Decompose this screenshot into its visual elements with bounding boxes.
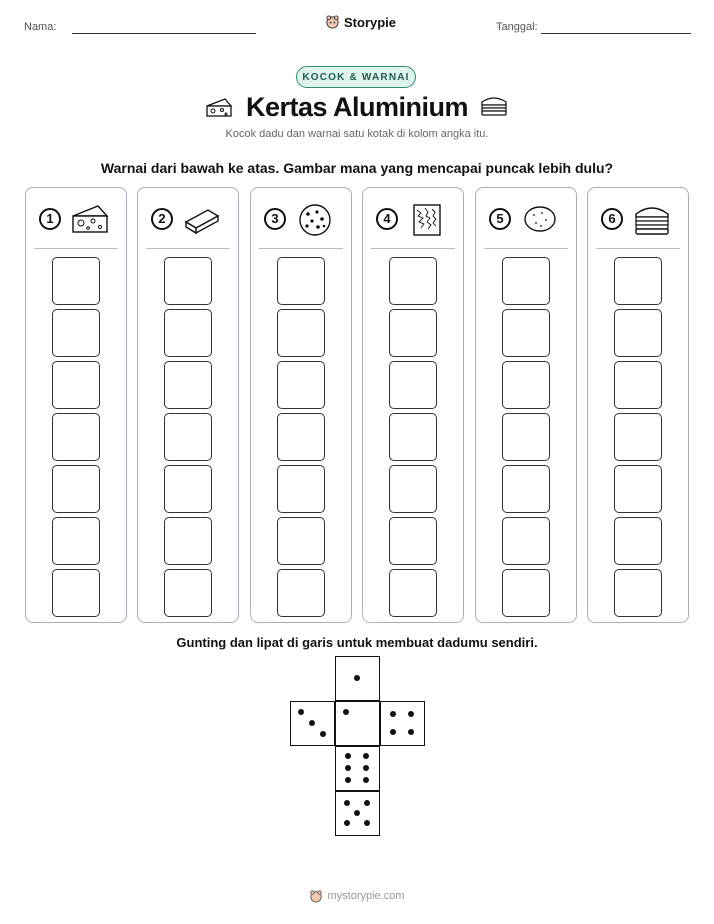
color-box[interactable]: [52, 309, 100, 357]
color-box[interactable]: [389, 413, 437, 461]
pip: [390, 711, 396, 717]
foil-sheet-icon: [407, 202, 447, 243]
brand-name: Storypie: [344, 15, 397, 30]
color-box[interactable]: [52, 569, 100, 617]
cookie-icon: [295, 202, 335, 243]
column-header: [259, 198, 343, 249]
date-label: Tanggal:: [496, 21, 538, 33]
color-box[interactable]: [52, 465, 100, 513]
column-number: 5: [489, 208, 511, 230]
color-column-4: [362, 187, 464, 623]
dice-face-bottom: [335, 791, 380, 836]
color-box[interactable]: [502, 257, 550, 305]
page-title: Kertas Aluminium: [245, 92, 469, 122]
color-box[interactable]: [164, 517, 212, 565]
pip: [408, 711, 414, 717]
color-box[interactable]: [277, 309, 325, 357]
pip: [345, 753, 351, 759]
name-label: Nama:: [24, 21, 57, 33]
pip: [363, 765, 369, 771]
color-box[interactable]: [389, 361, 437, 409]
color-box[interactable]: [277, 413, 325, 461]
color-box[interactable]: [277, 361, 325, 409]
dice-face-top: [335, 656, 380, 701]
color-box[interactable]: [502, 465, 550, 513]
column-header: [371, 198, 455, 249]
storypie-mascot-icon: [309, 889, 323, 903]
dice-face-left: [290, 701, 335, 746]
column-number: 1: [39, 208, 61, 230]
color-box[interactable]: [52, 517, 100, 565]
color-box[interactable]: [277, 465, 325, 513]
butter-icon: [182, 202, 222, 241]
pip: [354, 810, 360, 816]
color-box[interactable]: [389, 309, 437, 357]
color-box[interactable]: [164, 569, 212, 617]
pip: [363, 777, 369, 783]
color-box[interactable]: [614, 309, 662, 357]
date-line[interactable]: [541, 33, 691, 34]
cut-instruction: Gunting dan lipat di garis untuk membuat dadumu sendiri.: [176, 635, 538, 650]
brand-logo: [325, 15, 396, 30]
dice-face-center: [335, 701, 380, 746]
color-box[interactable]: [164, 309, 212, 357]
dice-net: [290, 656, 426, 836]
page-subtitle: Kocok dadu dan warnai satu kotak di kolom angka itu.: [225, 128, 489, 140]
color-column-3: [250, 187, 352, 623]
pip: [364, 800, 370, 806]
pip: [343, 709, 349, 715]
name-line[interactable]: [72, 33, 256, 34]
color-box[interactable]: [164, 465, 212, 513]
color-box[interactable]: [389, 465, 437, 513]
color-column-5: [475, 187, 577, 623]
color-box[interactable]: [614, 517, 662, 565]
color-box[interactable]: [502, 361, 550, 409]
color-box[interactable]: [389, 257, 437, 305]
color-box[interactable]: [389, 517, 437, 565]
color-box[interactable]: [52, 257, 100, 305]
color-box[interactable]: [614, 569, 662, 617]
pip: [364, 820, 370, 826]
column-header: [596, 198, 680, 249]
sandwich-icon: [632, 202, 672, 243]
color-box[interactable]: [614, 257, 662, 305]
color-column-1: [25, 187, 127, 623]
pip: [320, 731, 326, 737]
color-box[interactable]: [277, 569, 325, 617]
pip: [344, 800, 350, 806]
color-box[interactable]: [502, 569, 550, 617]
column-number: 2: [151, 208, 173, 230]
column-header: [34, 198, 118, 249]
pip: [390, 729, 396, 735]
column-number: 4: [376, 208, 398, 230]
pip: [344, 820, 350, 826]
cheese-icon: [70, 202, 110, 241]
pip: [354, 675, 360, 681]
column-header: [484, 198, 568, 249]
potato-icon: [520, 202, 560, 241]
color-box[interactable]: [277, 517, 325, 565]
pip: [408, 729, 414, 735]
column-header: [146, 198, 230, 249]
pip: [345, 765, 351, 771]
color-box[interactable]: [614, 465, 662, 513]
color-box[interactable]: [52, 361, 100, 409]
color-box[interactable]: [52, 413, 100, 461]
coloring-instruction: Warnai dari bawah ke atas. Gambar mana yang mencapai puncak lebih dulu?: [100, 160, 614, 176]
pip: [298, 709, 304, 715]
dice-face-lower: [335, 746, 380, 791]
color-column-6: [587, 187, 689, 623]
pip: [309, 720, 315, 726]
column-number: 6: [601, 208, 623, 230]
color-box[interactable]: [502, 517, 550, 565]
color-column-2: [137, 187, 239, 623]
pip: [363, 753, 369, 759]
color-box[interactable]: [502, 413, 550, 461]
sandwich-title-icon: [479, 94, 509, 118]
category-badge: KOCOK & WARNAI: [296, 66, 416, 88]
color-box[interactable]: [164, 257, 212, 305]
color-box[interactable]: [502, 309, 550, 357]
dice-face-right: [380, 701, 425, 746]
color-box[interactable]: [164, 413, 212, 461]
color-box[interactable]: [614, 361, 662, 409]
color-box[interactable]: [277, 257, 325, 305]
column-number: 3: [264, 208, 286, 230]
storypie-mascot-icon: [325, 15, 340, 30]
footer-url[interactable]: mystorypie.com: [327, 890, 405, 902]
color-box[interactable]: [164, 361, 212, 409]
footer: [0, 889, 714, 903]
color-box[interactable]: [389, 569, 437, 617]
color-box[interactable]: [614, 413, 662, 461]
pip: [345, 777, 351, 783]
